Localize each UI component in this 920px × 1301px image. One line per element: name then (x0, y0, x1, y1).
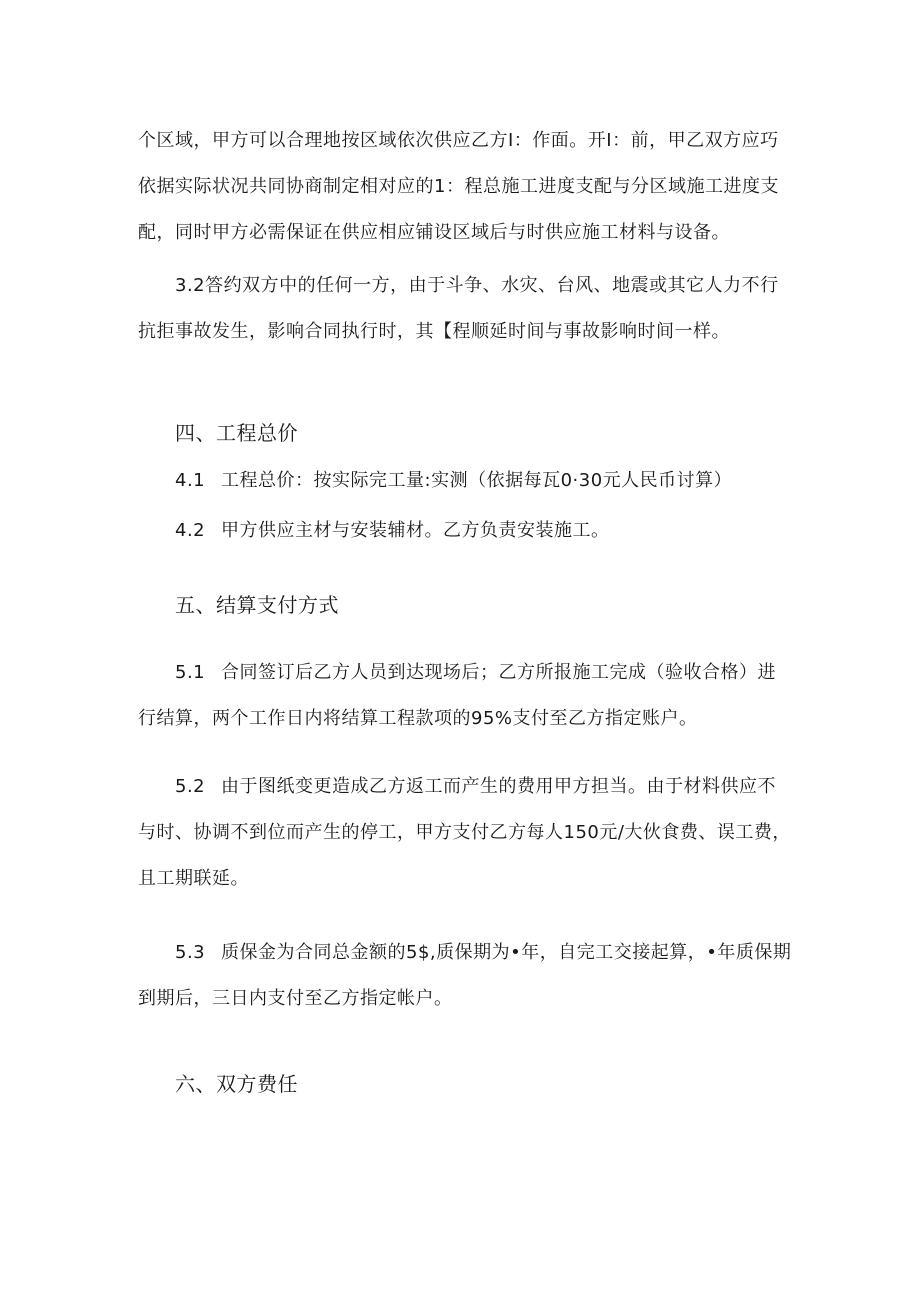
clause-number: 4.2 (175, 520, 206, 541)
clause-number: 4.1 (175, 470, 206, 491)
clause-number: 5.1 (175, 662, 206, 683)
section-6-heading: 六、双方费任 (175, 1072, 298, 1096)
paragraph-line: 与时、协调不到位而产生的停工，甲方支付乙方每人150元/大伙食费、误工费， (138, 822, 791, 843)
paragraph-line (138, 930, 792, 976)
clause-5-2 (138, 764, 791, 902)
paragraph-line: 个区域，甲方可以合理地按区域依次供应乙方I：作面。开I：前，甲乙双方应巧 (138, 130, 779, 151)
paragraph-line: 到期后，三日内支付至乙方指定帐户。 (138, 988, 453, 1009)
clause-4-1 (175, 466, 732, 496)
clause-5-1 (138, 650, 788, 742)
paragraph-line (138, 650, 788, 696)
paragraph-line: 依据实际状况共同协商制定相对应的1：程总施工进度支配与分区域施工进度支 (138, 176, 779, 197)
paragraph-line: 行结算，两个工作日内将结算工程款项的95%支付至乙方指定账户。 (138, 708, 698, 729)
clause-number: 5.3 (175, 942, 206, 963)
intro-paragraph (138, 118, 788, 256)
paragraph-line (138, 764, 788, 810)
paragraph-line: 配，同时甲方必需保证在供应相应铺设区域后与时供应施工材料与设备。 (138, 222, 730, 243)
clause-number: 5.2 (175, 776, 206, 797)
paragraph-line: 且工期联延。 (138, 868, 249, 889)
paragraph-line: 3.2答约双方中的任何一方，由于斗争、水灾、台风、地震或其它人力不行 (175, 275, 779, 296)
section-4-heading: 四、工程总价 (175, 421, 298, 445)
clause-text: 由于图纸变更造成乙方返工而产生的费用甲方担当。由于材料供应不 (221, 776, 776, 797)
clause-text: 合同签订后乙方人员到达现场后；乙方所报施工完成（验收合格）进 (221, 662, 776, 683)
clause-text: 甲方供应主材与安装辅材。乙方负责安装施工。 (221, 520, 610, 541)
clause-5-3 (138, 930, 792, 1022)
paragraph-line: 抗拒事故发生，影响合同执行时，其【程顺延时间与事故影响时间一样。 (138, 321, 730, 342)
clause-text: 工程总价：按实际完工量:实测（依据每瓦0·30元人民币讨算） (221, 470, 733, 491)
section-5-heading: 五、结算支付方式 (175, 593, 339, 617)
clause-3-2 (138, 263, 788, 355)
clause-text: 质保金为合同总金额的5$,质保期为•年，自完工交接起算，•年质保期 (221, 942, 792, 963)
clause-4-2 (175, 516, 610, 546)
